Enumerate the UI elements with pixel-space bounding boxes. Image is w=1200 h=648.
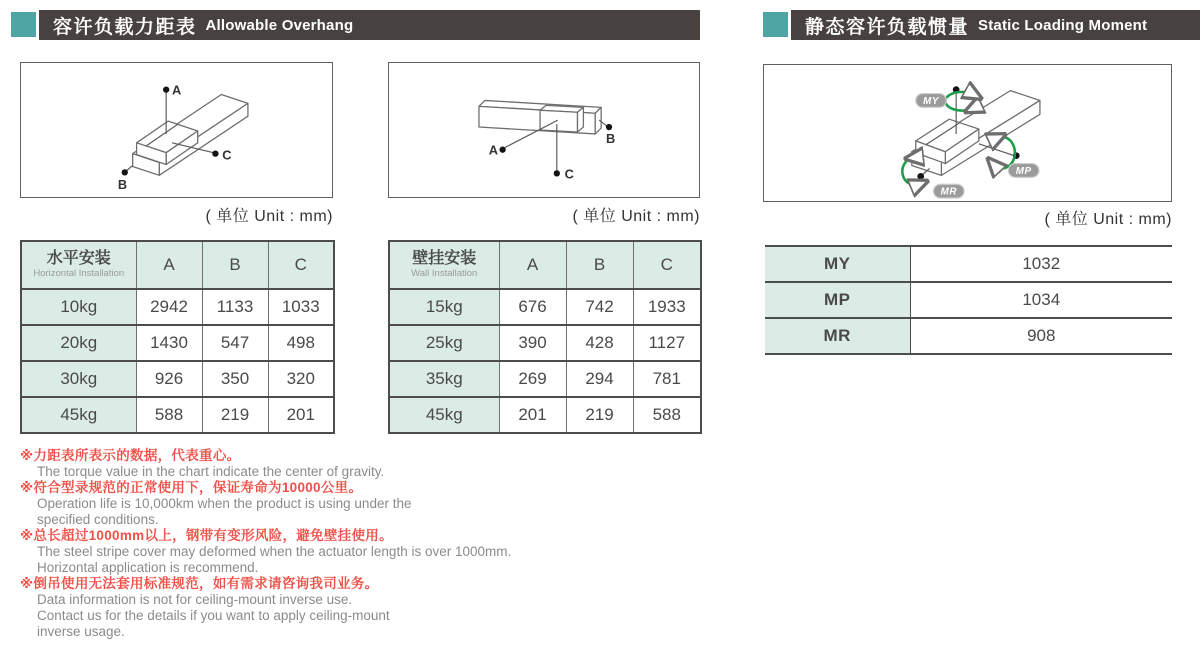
table-row (765, 282, 1172, 318)
footnote-en: Horizontal application is recommend. (37, 560, 259, 575)
value-cell: 219 (202, 397, 268, 433)
value-cell: 201 (499, 397, 566, 433)
value-cell: 320 (268, 361, 334, 397)
table-row (765, 318, 1172, 354)
column-header: A (499, 241, 566, 289)
value-cell: 1933 (633, 289, 701, 325)
value-cell: 498 (268, 325, 334, 361)
footnote-en: specified conditions. (37, 512, 159, 527)
unit-note: ( 单位 Unit : mm) (572, 208, 700, 225)
value-cell: 742 (566, 289, 633, 325)
diagram-wall-installation (388, 62, 700, 198)
section-title-en: Allowable Overhang (205, 16, 354, 34)
header-row (21, 241, 334, 289)
row-label-cell: 45kg (389, 397, 499, 433)
table-row (389, 325, 701, 361)
teal-accent-square (11, 12, 36, 37)
unit-note: ( 单位 Unit : mm) (1044, 211, 1172, 228)
column-header: C (268, 241, 334, 289)
footnote-en: Operation life is 10,000km when the product is using under the (37, 496, 412, 511)
table-row (21, 361, 334, 397)
teal-accent-square (763, 12, 788, 37)
table-title-en: Horizontal Installation (33, 267, 125, 279)
static-moment-table (765, 245, 1172, 355)
row-label-cell: 45kg (21, 397, 136, 433)
mr-badge-label: MR (940, 186, 957, 198)
column-header: A (136, 241, 202, 289)
column-header: C (633, 241, 701, 289)
my-badge-label: MY (923, 95, 939, 107)
table-corner-cell (389, 241, 499, 289)
point-b-label: B (606, 130, 616, 146)
value-cell: 390 (499, 325, 566, 361)
row-label-cell: 25kg (389, 325, 499, 361)
column-header: B (566, 241, 633, 289)
row-label-cell: MP (765, 282, 910, 318)
value-cell: 547 (202, 325, 268, 361)
table-title-zh: 壁挂安装 (412, 250, 477, 268)
value-cell: 428 (566, 325, 633, 361)
header-row (389, 241, 701, 289)
row-label-cell: 35kg (389, 361, 499, 397)
value-cell: 908 (910, 318, 1172, 354)
value-cell: 1127 (633, 325, 701, 361)
footnote-zh: ※符合型录规范的正常使用下，保证寿命为10000公里。 (20, 480, 363, 495)
footnote-en: Data information is not for ceiling-mount inverse use. (37, 592, 353, 607)
table-row (21, 397, 334, 433)
value-cell: 926 (136, 361, 202, 397)
section-title-en: Static Loading Moment (978, 16, 1148, 34)
value-cell: 1430 (136, 325, 202, 361)
header-bar (791, 10, 1200, 40)
table-corner-cell (21, 241, 136, 289)
table-row (21, 325, 334, 361)
value-cell: 781 (633, 361, 701, 397)
diagram-static-moment (763, 64, 1172, 202)
section-title-zh: 静态容许负载惯量 (805, 16, 970, 38)
row-label-cell: 30kg (21, 361, 136, 397)
section-title-zh: 容许负载力距表 (53, 16, 197, 38)
point-a-label: A (488, 142, 499, 158)
diagram-horizontal-installation (20, 62, 333, 198)
value-cell: 1032 (910, 246, 1172, 282)
point-b-label: B (117, 177, 128, 193)
unit-note: ( 单位 Unit : mm) (205, 208, 333, 225)
table-title-en: Wall Installation (411, 267, 478, 279)
table-title-zh: 水平安装 (46, 250, 111, 268)
value-cell: 1033 (268, 289, 334, 325)
row-label-cell: 15kg (389, 289, 499, 325)
value-cell: 201 (268, 397, 334, 433)
row-label-cell: 10kg (21, 289, 136, 325)
point-a-label: A (172, 82, 182, 98)
table-row (389, 361, 701, 397)
footnote-en: The steel stripe cover may deformed when the actuator length is over 1000mm. (37, 544, 512, 559)
table-row (765, 246, 1172, 282)
footnote-en: inverse usage. (37, 624, 125, 639)
footnote-zh: ※总长超过1000mm以上，钢带有变形风险，避免壁挂使用。 (20, 528, 393, 543)
value-cell: 269 (499, 361, 566, 397)
footnotes (20, 448, 640, 640)
row-label-cell: 20kg (21, 325, 136, 361)
table-row (389, 397, 701, 433)
point-c-label: C (564, 166, 574, 182)
header-bar (39, 10, 700, 40)
wall-installation-table (388, 240, 702, 434)
table-row (389, 289, 701, 325)
footnote-en: Contact us for the details if you want to apply ceiling-mount (37, 608, 390, 623)
value-cell: 294 (566, 361, 633, 397)
horizontal-installation-table (20, 240, 335, 434)
footnote-en: The torque value in the chart indicate the center of gravity. (37, 464, 385, 479)
mp-badge-label: MP (1015, 165, 1032, 177)
actuator-moment-drawing (764, 65, 1171, 201)
footnote-zh: ※力距表所表示的数据，代表重心。 (20, 448, 241, 463)
footnote-zh: ※倒吊使用无法套用标准规范，如有需求请咨询我司业务。 (20, 576, 379, 591)
table-row (21, 289, 334, 325)
point-c-label: C (222, 147, 232, 163)
value-cell: 588 (633, 397, 701, 433)
column-header: B (202, 241, 268, 289)
value-cell: 676 (499, 289, 566, 325)
row-label-cell: MY (765, 246, 910, 282)
value-cell: 219 (566, 397, 633, 433)
value-cell: 1034 (910, 282, 1172, 318)
actuator-isometric-drawing (21, 63, 332, 197)
value-cell: 1133 (202, 289, 268, 325)
value-cell: 2942 (136, 289, 202, 325)
actuator-isometric-drawing (389, 63, 699, 197)
value-cell: 350 (202, 361, 268, 397)
value-cell: 588 (136, 397, 202, 433)
row-label-cell: MR (765, 318, 910, 354)
